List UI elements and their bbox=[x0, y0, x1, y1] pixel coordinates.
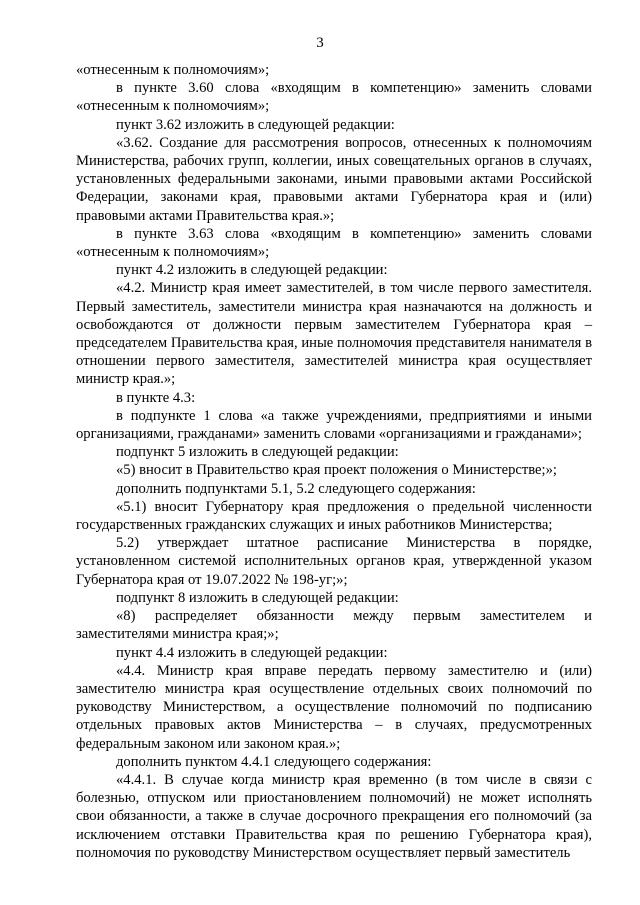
document-paragraph: в пункте 3.63 слова «входящим в компетенцию» заменить словами «отнесенным к полномочиям»; bbox=[76, 225, 592, 261]
document-paragraph: пункт 4.2 изложить в следующей редакции: bbox=[116, 262, 388, 279]
document-paragraph: дополнить подпунктами 5.1, 5.2 следующего содержания: bbox=[116, 480, 476, 497]
document-paragraph: подпункт 5 изложить в следующей редакции: bbox=[116, 444, 399, 461]
document-paragraph: в пункте 4.3: bbox=[116, 389, 196, 406]
document-paragraph: «4.4.1. В случае когда министр края временно (в том числе в связи с болезнью, отпуском или приостановлением полномочий) не может исполнять свои обязанности, а также в случае досрочного прекращения его полномочий (за исключением отставки Правительства края по решению Губернатора края), полномочия по руководству Министерством осуществляет первый заместитель bbox=[76, 771, 592, 861]
page-number: 3 bbox=[316, 35, 324, 51]
document-paragraph: «5) вносит в Правительство края проект положения о Министерстве;»; bbox=[116, 462, 557, 479]
document-paragraph: «4.2. Министр края имеет заместителей, в том числе первого заместителя. Первый заместитель, заместители министра края назначаются на должность и освобождаются от должности первым заместителем Губернатора края – председателем Правительства края, иные полномочия представителя нанимателя в отношении первого заместителя, заместителей министра края осуществляет министр края.»; bbox=[76, 280, 592, 388]
document-paragraph: подпункт 8 изложить в следующей редакции: bbox=[116, 589, 399, 606]
document-paragraph: в пункте 3.60 слова «входящим в компетенцию» заменить словами «отнесенным к полномочиям»; bbox=[76, 80, 592, 115]
document-paragraph: дополнить пунктом 4.4.1 следующего содержания: bbox=[116, 753, 432, 770]
document-paragraph: в подпункте 1 слова «а также учреждениями, предприятиями и иными организациями, гражданами» заменить словами «организациями и гражданами»; bbox=[76, 407, 592, 443]
document-paragraph: пункт 3.62 изложить в следующей редакции: bbox=[116, 116, 395, 133]
document-paragraph: «8) распределяет обязанности между первым заместителем и заместителями министра края;»; bbox=[76, 608, 592, 643]
document-paragraph: «отнесенным к полномочиям»; bbox=[76, 62, 270, 78]
document-paragraph: пункт 4.4 изложить в следующей редакции: bbox=[116, 644, 388, 661]
document-paragraph: «4.4. Министр края вправе передать первому заместителю и (или) заместителю министра края осуществление отдельных своих полномочий по руководству Министерством, а осуществление полномочий по подписанию отдельных правовых актов Министерства – в случаях, предусмотренных федеральным законом или законом края.»; bbox=[76, 662, 592, 752]
document-body bbox=[76, 61, 592, 862]
document-paragraph: «5.1) вносит Губернатору края предложения о предельной численности государственных гражданских служащих и иных работников Министерства; bbox=[76, 498, 592, 534]
document-paragraph: 5.2) утверждает штатное расписание Министерства в порядке, установленном системой исполнительных органов края, утвержденной указом Губернатора края от 19.07.2022 № 198-уг;»; bbox=[76, 535, 592, 588]
document-paragraph: «3.62. Создание для рассмотрения вопросов, отнесенных к полномочиям Министерства, рабочих групп, коллегии, иных совещательных органов в случаях, установленных федеральными законами, иными правовыми актами Российской Федерации, законами края, правовыми актами Губернатора края и (или) правовыми актами Правительства края.»; bbox=[76, 134, 592, 224]
